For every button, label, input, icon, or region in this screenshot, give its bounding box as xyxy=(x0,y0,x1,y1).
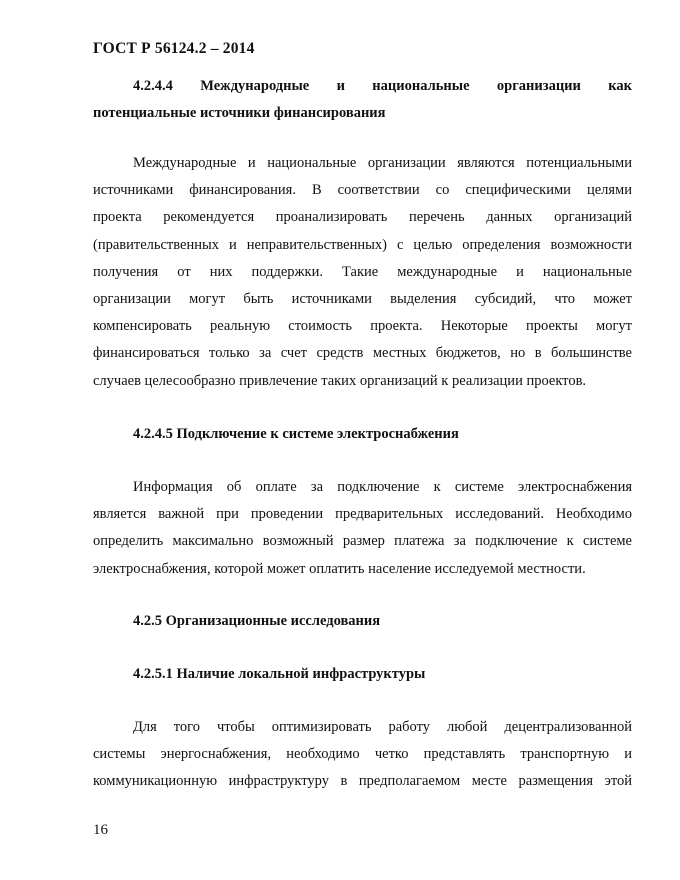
paragraph-line: является важной при проведении предварительных исследований. Необходимо xyxy=(93,506,632,523)
section-heading-4245: 4.2.4.5 Подключение к системе электроснабжения xyxy=(133,426,459,442)
paragraph-line: получения от них поддержки. Такие международные и национальные xyxy=(93,263,632,280)
paragraph-line: коммуникационную инфраструктуру в предполагаемом месте размещения этой xyxy=(93,773,632,790)
page-number: 16 xyxy=(93,822,108,838)
paragraph-line: финансироваться только за счет средств местных бюджетов, но в большинстве xyxy=(93,345,632,362)
section-heading-425: 4.2.5 Организационные исследования xyxy=(133,613,381,629)
document-header: ГОСТ Р 56124.2 – 2014 xyxy=(93,40,255,57)
heading-line: 4.2.4.4 Международные и национальные организации как xyxy=(133,78,632,94)
paragraph-line: определить максимально возможный размер платежа за подключение к системе xyxy=(93,533,632,550)
paragraph-line: Для того чтобы оптимизировать работу любой децентрализованной xyxy=(133,719,632,735)
paragraph-line: системы энергоснабжения, необходимо четко представлять транспортную и xyxy=(93,746,632,763)
paragraph-line: Информация об оплате за подключение к системе электроснабжения xyxy=(133,479,632,495)
paragraph-4251 xyxy=(93,714,632,796)
section-heading-4244 xyxy=(93,73,632,127)
paragraph-line: организации могут быть источниками выделения субсидий, что может xyxy=(93,290,632,307)
paragraph-line: Международные и национальные организации являются потенциальными xyxy=(133,155,632,171)
paragraph-line: случаев целесообразно привлечение таких организаций к реализации проектов. xyxy=(93,372,587,389)
paragraph-line: источниками финансирования. В соответствии со специфическими целями xyxy=(93,182,632,199)
paragraph-line: проекта рекомендуется проанализировать перечень данных организаций xyxy=(93,209,632,226)
section-heading-4251: 4.2.5.1 Наличие локальной инфраструктуры xyxy=(133,666,426,682)
paragraph-line: электроснабжения, которой может оплатить население исследуемой местности. xyxy=(93,560,586,577)
paragraph-4244 xyxy=(93,150,632,395)
heading-line: потенциальные источники финансирования xyxy=(93,105,386,122)
paragraph-4245 xyxy=(93,474,632,583)
paragraph-line: (правительственных и неправительственных) с целью определения возможности xyxy=(93,236,632,253)
paragraph-line: компенсировать реальную стоимость проекта. Некоторые проекты могут xyxy=(93,318,632,335)
